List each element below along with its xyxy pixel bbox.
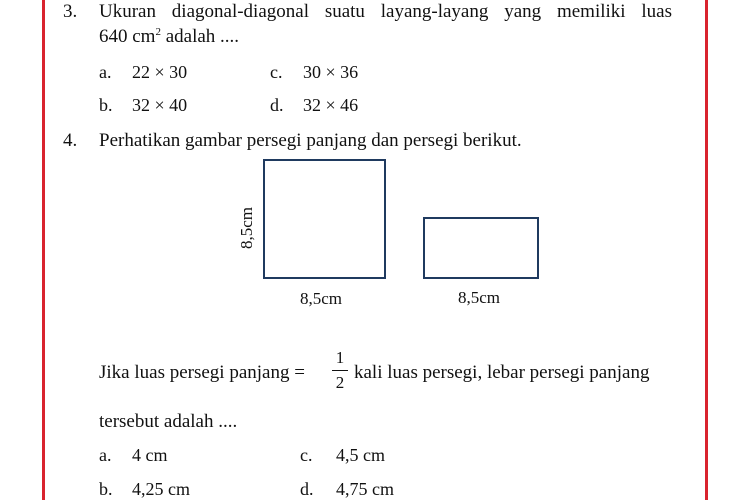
option-text: 22 × 30 bbox=[132, 62, 188, 82]
option-letter: d. bbox=[300, 479, 314, 499]
rectangle-shape bbox=[423, 217, 539, 279]
option-text: 32 × 40 bbox=[132, 95, 188, 115]
option-letter: c. bbox=[300, 445, 313, 465]
question-3-text-line1: Ukuran diagonal-diagonal suatu layang-layang yang memiliki luas bbox=[99, 1, 672, 22]
question-3-number: 3. bbox=[63, 1, 78, 22]
square-shape bbox=[263, 159, 386, 279]
option-text: 4,75 cm bbox=[336, 479, 394, 499]
question-4-number: 4. bbox=[63, 130, 78, 151]
square-side-label: 8,5cm bbox=[237, 206, 256, 249]
fraction-one-half bbox=[332, 349, 348, 392]
page-frame-left-border bbox=[42, 0, 45, 500]
option-letter: a. bbox=[99, 445, 112, 465]
question-4-prompt: Perhatikan gambar persegi panjang dan persegi berikut. bbox=[99, 130, 522, 151]
question-3-text-end: adalah .... bbox=[160, 26, 240, 47]
fraction-bar bbox=[332, 370, 348, 371]
area-exponent: 2 bbox=[155, 26, 161, 38]
option-letter: b. bbox=[99, 95, 113, 115]
question-3-text-line2 bbox=[99, 26, 239, 48]
option-text: 4 cm bbox=[132, 445, 168, 465]
area-value: 640 cm bbox=[99, 26, 156, 47]
statement-after-fraction: kali luas persegi, lebar persegi panjang bbox=[354, 362, 650, 383]
option-letter: b. bbox=[99, 479, 113, 499]
option-text: 4,25 cm bbox=[132, 479, 190, 499]
page-frame-right-border bbox=[705, 0, 708, 500]
fraction-numerator: 1 bbox=[335, 348, 345, 367]
fraction-denominator: 2 bbox=[335, 373, 345, 392]
option-letter: a. bbox=[99, 62, 112, 82]
option-letter: c. bbox=[270, 62, 283, 82]
option-text: 32 × 46 bbox=[303, 95, 359, 115]
option-letter: d. bbox=[270, 95, 284, 115]
statement-line2: tersebut adalah .... bbox=[99, 411, 238, 432]
square-bottom-label: 8,5cm bbox=[300, 289, 343, 308]
rectangle-bottom-label: 8,5cm bbox=[458, 288, 501, 307]
option-text: 4,5 cm bbox=[336, 445, 385, 465]
option-text: 30 × 36 bbox=[303, 62, 359, 82]
statement-before-fraction: Jika luas persegi panjang = bbox=[99, 362, 305, 383]
